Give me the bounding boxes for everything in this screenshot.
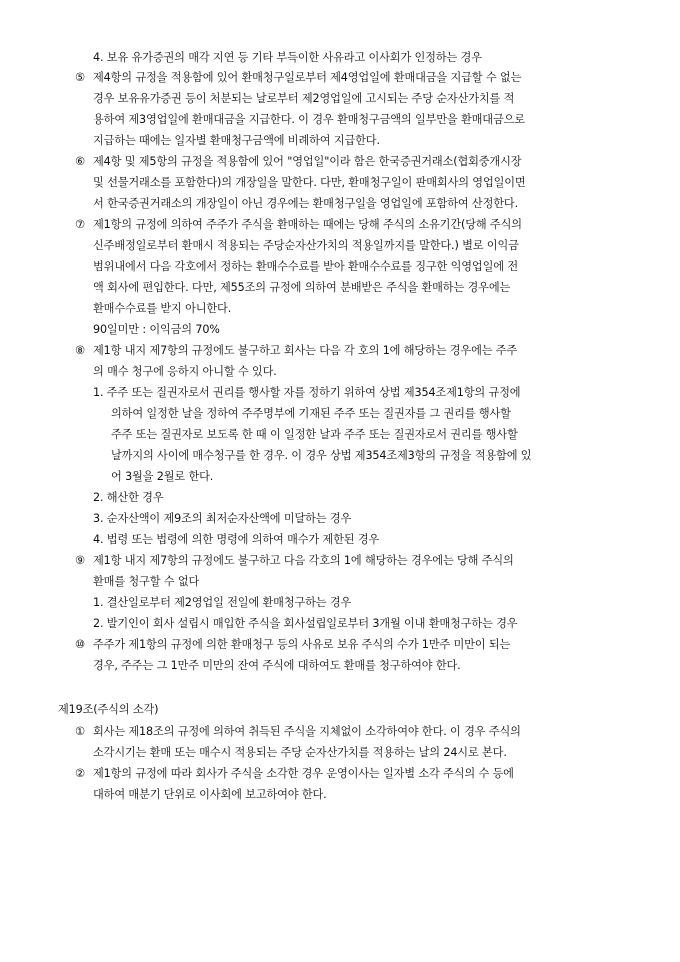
paragraph-marker: ⑨ xyxy=(75,554,85,567)
text-line: 의하여 일정한 날을 정하여 주주명부에 기재된 주주 또는 질권자를 그 권리를 행사할 xyxy=(111,407,511,420)
article-19-paragraph-1-first-line xyxy=(75,722,521,742)
paragraph-marker: ⑩ xyxy=(75,638,85,651)
text-line: 주주가 제1항의 규정에 의한 환매청구 등의 사유로 보유 주식의 수가 1만주 미만이 되는 xyxy=(93,638,511,651)
text-line: 의 매수 청구에 응하지 아니할 수 있다. xyxy=(93,365,277,378)
text-line: 대하여 매분기 단위로 이사회에 보고하여야 한다. xyxy=(93,788,327,801)
text-line: 제1항의 규정에 따라 회사가 주식을 소각한 경우 운영이사는 일자별 소각 주식의 수 등에 xyxy=(93,767,514,780)
paragraph-8-first-line xyxy=(75,341,517,361)
text-line: 제1항 내지 제7항의 규정에도 불구하고 회사는 다음 각 호의 1에 해당하는 경우에는 주주 xyxy=(93,344,518,357)
text-line: 경우, 주주는 그 1만주 미만의 잔여 주식에 대하여도 환매를 청구하여야 한다. xyxy=(93,659,461,672)
text-line: 2. 발기인이 회사 설립시 매입한 주식을 회사설립일로부터 3개월 이내 환매청구하는 경우 xyxy=(93,617,518,630)
text-line: 4. 보유 유가증권의 매각 지연 등 기타 부득이한 사유라고 이사회가 인정하는 경우 xyxy=(93,51,482,64)
text-line: 제4항의 규정을 적용함에 있어 환매청구일로부터 제4영업일에 환매대금을 지급할 수 없는 xyxy=(93,71,522,84)
text-line: 및 선물거래소를 포함한다)의 개장일을 말한다. 다만, 환매청구일이 판매회사의 영업일이면 xyxy=(93,176,526,189)
text-line: 범위내에서 다음 각호에서 정하는 환매수수료를 받아 환매수수료를 징구한 익영업일에 전 xyxy=(93,260,518,273)
paragraph-marker: ⑧ xyxy=(75,344,85,357)
paragraph-marker: ⑥ xyxy=(75,155,85,168)
text-line: 1. 주주 또는 질권자로서 권리를 행사할 자를 정하기 위하여 상법 제354조제1항의 규정에 xyxy=(93,386,521,399)
text-line: 제1항의 규정에 의하여 주주가 주식을 환매하는 때에는 당해 주식의 소유기간(당해 주식의 xyxy=(93,218,522,231)
text-line: 3. 순자산액이 제9조의 최저순자산액에 미달하는 경우 xyxy=(93,512,352,525)
text-line: 지급하는 때에는 일자별 환매청구금액에 비례하여 지급한다. xyxy=(93,134,380,147)
text-line: 회사는 제18조의 규정에 의하여 취득된 주식을 지체없이 소각하여야 한다. 이 경우 주식의 xyxy=(93,725,521,738)
text-line: 환매수수료를 받지 아니한다. xyxy=(93,302,232,315)
text-line: 어 3월을 2월로 한다. xyxy=(111,470,214,483)
paragraph-marker: ⑦ xyxy=(75,218,85,231)
text-line: 환매를 청구할 수 없다 xyxy=(93,575,200,588)
text-line: 경우 보유유가증권 등이 처분되는 날로부터 제2영업일에 고시되는 주당 순자산가치를 적 xyxy=(93,92,515,105)
paragraph-marker: ② xyxy=(75,767,85,780)
article-19-heading: 제19조(주식의 소각) xyxy=(58,703,159,716)
text-line: 1. 결산일로부터 제2영업일 전일에 환매청구하는 경우 xyxy=(93,596,352,609)
text-line: 주주 또는 질권자로 보도록 한 때 이 일정한 날과 주주 또는 질권자로서 권리를 행사할 xyxy=(111,428,518,441)
article-19-paragraph-2-first-line xyxy=(75,764,514,784)
text-line: 신주배정일로부터 환매시 적용되는 주당순자산가치의 적용일까지를 말한다.) 별로 이익금 xyxy=(93,239,519,252)
text-line: 제1항 내지 제7항의 규정에도 불구하고 다음 각호의 1에 해당하는 경우에는 당해 주식의 xyxy=(93,554,514,567)
text-line: 액 회사에 편입한다. 다만, 제55조의 규정에 의하여 분배받은 주식을 환매하는 경우에는 xyxy=(93,281,511,294)
paragraph-7-first-line xyxy=(75,215,522,235)
text-line: 제4항 및 제5항의 규정을 적용함에 있어 "영업일"이라 함은 한국증권거래소(협회중개시장 xyxy=(93,155,522,168)
paragraph-marker: ⑤ xyxy=(75,71,85,84)
paragraph-6-first-line xyxy=(75,152,521,172)
text-line: 90일미만 : 이익금의 70% xyxy=(93,323,220,336)
text-line: 소각시기는 환매 또는 매수시 적용되는 주당 순자산가치를 적용하는 날의 24시로 본다. xyxy=(93,746,507,759)
text-line: 용하여 제3영업일에 환매대금을 지급한다. 이 경우 환매청구금액의 일부만을 환매대금으로 xyxy=(93,113,525,126)
text-line: 2. 해산한 경우 xyxy=(93,491,164,504)
paragraph-10-first-line xyxy=(75,635,510,655)
paragraph-marker: ① xyxy=(75,725,85,738)
text-line: 서 한국증권거래소의 개장일이 아닌 경우에는 환매청구일을 영업일에 포함하여 산정한다. xyxy=(93,197,518,210)
paragraph-9-first-line xyxy=(75,551,514,571)
text-line: 날까지의 사이에 매수청구를 한 경우. 이 경우 상법 제354조제3항의 규정을 적용함에 있 xyxy=(111,449,532,462)
paragraph-5-first-line xyxy=(75,68,521,88)
text-line: 4. 법령 또는 법령에 의한 명령에 의하여 매수가 제한된 경우 xyxy=(93,533,380,546)
